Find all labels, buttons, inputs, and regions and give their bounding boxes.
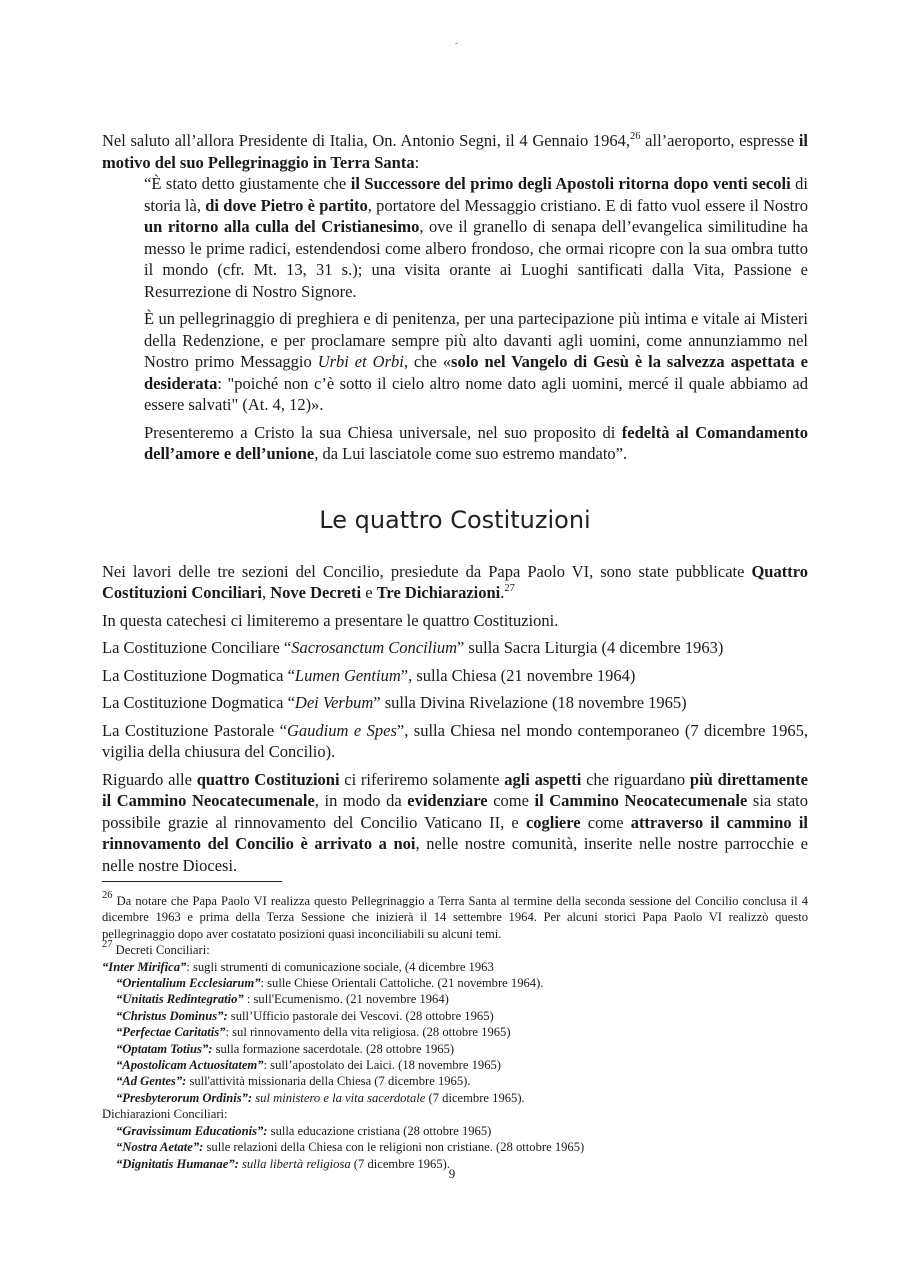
decree-item xyxy=(102,1008,808,1024)
text-run: sull’Ufficio pastorale dei Vescovi. (28 ottobre 1965) xyxy=(227,1008,494,1023)
text-run: Da notare che Papa Paolo VI realizza questo Pellegrinaggio a Terra Santa al termine della seconda sessione del Concilio conclusa il 4 dicembre 1963 e prima della Terza Sessione che inizierà il 14 settembre 1964. Per alcuni storici Papa Paolo VI realizzò questo pellegrinaggio dopo aver costatato posizioni quasi inconciliabili su alcuni temi. xyxy=(102,894,808,941)
decree-item xyxy=(102,975,808,991)
text-run: ”, sulla Chiesa nel mondo contemporaneo (7 dicembre 1965, vigilia della chiusura del Concilio). xyxy=(102,720,808,761)
text-run: : sugli strumenti di comunicazione sociale, (4 dicembre 1963 xyxy=(186,959,494,974)
decree-item xyxy=(102,1024,808,1040)
text-run: “Apostolicam Actuositatem” xyxy=(116,1058,264,1073)
text-run: , ove il granello di senapa dell’evangelica similitudine ha messo le prime radici, estendendosi come albero frondoso, che ormai ricopre con la sua ombra tutto il mondo (cfr. Mt. 13, 31 s.); una visita orante ai Luoghi santificati dalla Vita, Passione e Resurrezione di Nostro Signore. xyxy=(144,217,809,301)
page-top-mark: - xyxy=(455,38,459,49)
text-run: il Successore del primo degli Apostoli ritorna dopo venti secoli xyxy=(350,174,791,193)
constitution-gaudium-et-spes xyxy=(102,720,808,763)
text-run: all’aeroporto, espresse xyxy=(640,131,799,150)
text-run: e xyxy=(361,583,377,602)
text-run: solo nel Vangelo di Gesù è la salvezza aspettata e desiderata xyxy=(144,352,809,393)
text-run: sulla educazione cristiana (28 ottobre 1965) xyxy=(267,1123,492,1138)
text-run: È un pellegrinaggio di preghiera e di penitenza, per una partecipazione più intima e vitale ai Misteri della Redenzione, e per proclamare sempre più alto davanti agli uomini, come annunziammo nel Nostro primo Messaggio xyxy=(144,309,808,371)
text-run: “Presbyterorum Ordinis”: xyxy=(116,1090,253,1105)
text-run: “È stato detto giustamente che xyxy=(144,174,351,193)
text-run: come xyxy=(487,791,535,810)
text-run: “Nostra Aetate”: xyxy=(116,1140,204,1155)
declarations-label: Dichiarazioni Conciliari: xyxy=(102,1107,228,1122)
decree-item xyxy=(102,1057,808,1073)
text-run: , in modo da xyxy=(314,791,408,810)
text-run: , che « xyxy=(403,352,452,371)
text-run: La Costituzione Dogmatica “ xyxy=(102,665,295,685)
text-run: (7 dicembre 1965). xyxy=(425,1090,525,1105)
text-run: come xyxy=(580,812,631,832)
quote-paragraph-2 xyxy=(144,308,808,416)
text-run: Decreti Conciliari: xyxy=(112,943,210,958)
text-run: cogliere xyxy=(525,812,581,832)
footnote-26 xyxy=(102,890,808,942)
text-run: : sull’apostolato dei Laici. (18 novembre 1965) xyxy=(263,1058,501,1073)
decree-item xyxy=(102,1073,808,1089)
text-run: ” sulla Sacra Liturgia (4 dicembre 1963) xyxy=(456,638,724,657)
text-run: La Costituzione Dogmatica “ xyxy=(102,693,295,712)
text-run: evidenziare xyxy=(407,791,488,810)
section-heading: Le quattro Costituzioni xyxy=(319,505,591,534)
text-run: il Cammino Neocatecumenale xyxy=(534,791,748,810)
section-paragraph-1 xyxy=(102,561,808,604)
constitution-dei-verbum xyxy=(102,692,808,714)
text-run: di storia là, xyxy=(144,174,808,215)
constitution-sacrosanctum xyxy=(102,637,808,659)
text-run: “Gravissimum Educationis”: xyxy=(116,1123,268,1138)
footnote-ref: 27 xyxy=(504,583,515,594)
text-run: , nelle nostre comunità, inserite nelle nostre parrocchie e nelle nostre Diocesi. xyxy=(102,834,808,875)
text-run: “Ad Gentes”: xyxy=(116,1074,187,1089)
text-run: agli aspetti xyxy=(504,769,582,789)
footnote-separator xyxy=(102,881,282,882)
text-run: Sacrosanctum Concilium xyxy=(291,638,457,657)
decree-item xyxy=(102,1041,808,1057)
quote-paragraph-1 xyxy=(144,173,808,302)
text-run: In questa catechesi ci limiteremo a presentare le quattro Costituzioni. xyxy=(102,610,559,630)
text-run: Nel saluto all’allora Presidente di Italia, On. Antonio Segni, il 4 Gennaio 1964, xyxy=(102,131,631,150)
text-run: “Inter Mirifica” xyxy=(102,959,187,974)
footnote-ref: 26 xyxy=(102,890,113,901)
text-run: sia stato possibile grazie al rinnovamento del Concilio Vaticano II, e xyxy=(102,791,808,832)
text-run: Quattro Costituzioni Conciliari xyxy=(102,561,808,602)
footnote-ref: 26 xyxy=(630,131,641,142)
text-run: fedeltà al Comandamento dell’amore e dell’unione xyxy=(144,422,809,463)
text-run: sulla libertà religiosa xyxy=(241,1156,351,1171)
text-run: che riguardano xyxy=(581,769,690,789)
text-run: : sull'Ecumenismo. (21 novembre 1964) xyxy=(243,992,449,1007)
decree-item xyxy=(102,959,808,975)
text-run: : xyxy=(414,152,420,172)
text-run: Tre Dichiarazioni xyxy=(376,583,501,602)
decree-item xyxy=(102,1090,808,1106)
text-run: “Orientalium Ecclesiarum” xyxy=(116,976,261,991)
text-run: ”, sulla Chiesa (21 novembre 1964) xyxy=(400,665,636,685)
text-run: sull'attività missionaria della Chiesa (7 dicembre 1965). xyxy=(186,1074,471,1089)
quote-paragraph-3 xyxy=(144,422,808,465)
text-run: Riguardo alle xyxy=(102,769,197,789)
text-run: : sulle Chiese Orientali Cattoliche. (21 novembre 1964). xyxy=(260,976,544,991)
text-run: attraverso il cammino il rinnovamento del Concilio è arrivato a noi xyxy=(102,812,808,853)
section-paragraph-2 xyxy=(102,610,808,632)
text-run: , portatore del Messaggio cristiano. E di fatto vuol essere il Nostro xyxy=(367,195,808,215)
page-number: 9 xyxy=(448,1166,456,1181)
text-run: più direttamente il Cammino Neocatecumenale xyxy=(102,769,809,810)
text-run: Nove Decreti xyxy=(270,583,362,602)
text-run: quattro Costituzioni xyxy=(196,769,340,789)
text-run: : sul rinnovamento della vita religiosa. (28 ottobre 1965) xyxy=(225,1025,511,1040)
main-text xyxy=(102,130,808,876)
text-run: “Christus Dominus”: xyxy=(116,1008,228,1023)
text-run: : "poiché non c’è sotto il cielo altro nome dato agli uomini, mercé il quale abbiamo ad essere salvati" (At. 4, 12)». xyxy=(144,373,808,414)
text-run: , da Lui lasciatole come suo estremo mandato”. xyxy=(314,444,628,463)
text-run: ci riferiremo solamente xyxy=(339,769,505,789)
text-run: Lumen Gentium xyxy=(294,665,401,685)
text-run: il motivo del suo Pellegrinaggio in Terra Santa xyxy=(102,131,809,172)
text-run: sulla formazione sacerdotale. (28 ottobre 1965) xyxy=(212,1041,455,1056)
footnotes xyxy=(102,890,808,1172)
text-run: “Optatam Totius”: xyxy=(116,1041,213,1056)
text-run: (7 dicembre 1965). xyxy=(350,1156,450,1171)
text-run: “Perfectae Caritatis” xyxy=(116,1025,226,1040)
text-run: “Unitatis Redintegratio” xyxy=(116,992,244,1007)
constitution-lumen-gentium xyxy=(102,665,808,687)
text-run: di dove Pietro è partito xyxy=(205,195,368,215)
text-run: Dei Verbum xyxy=(294,693,374,712)
text-run: La Costituzione Pastorale “ xyxy=(102,720,287,740)
text-run: ” sulla Divina Rivelazione (18 novembre 1965) xyxy=(373,693,687,712)
text-run: un ritorno alla culla del Cristianesimo xyxy=(144,217,420,236)
text-run: Presenteremo a Cristo la sua Chiesa universale, nel suo proposito di xyxy=(144,422,622,442)
declaration-item xyxy=(102,1123,808,1139)
text-run: . xyxy=(500,583,505,602)
text-run: “Dignitatis Humanae”: xyxy=(116,1156,239,1171)
footnote-27 xyxy=(102,939,808,958)
decree-item xyxy=(102,991,808,1007)
text-run: , xyxy=(261,583,271,602)
text-run: Gaudium e Spes xyxy=(286,720,397,740)
text-run: Nei lavori delle tre sezioni del Concilio, presiedute da Papa Paolo VI, sono state pubblicate xyxy=(102,561,752,581)
text-run: La Costituzione Conciliare “ xyxy=(102,638,292,657)
declaration-item xyxy=(102,1139,808,1155)
intro-paragraph xyxy=(102,130,808,173)
section-paragraph-closing xyxy=(102,769,808,877)
text-run: sulle relazioni della Chiesa con le religioni non cristiane. (28 ottobre 1965) xyxy=(203,1140,585,1155)
footnote-ref: 27 xyxy=(102,939,113,951)
text-run: sul ministero e la vita sacerdotale xyxy=(255,1090,426,1105)
text-run: Urbi et Orbi xyxy=(317,352,404,371)
